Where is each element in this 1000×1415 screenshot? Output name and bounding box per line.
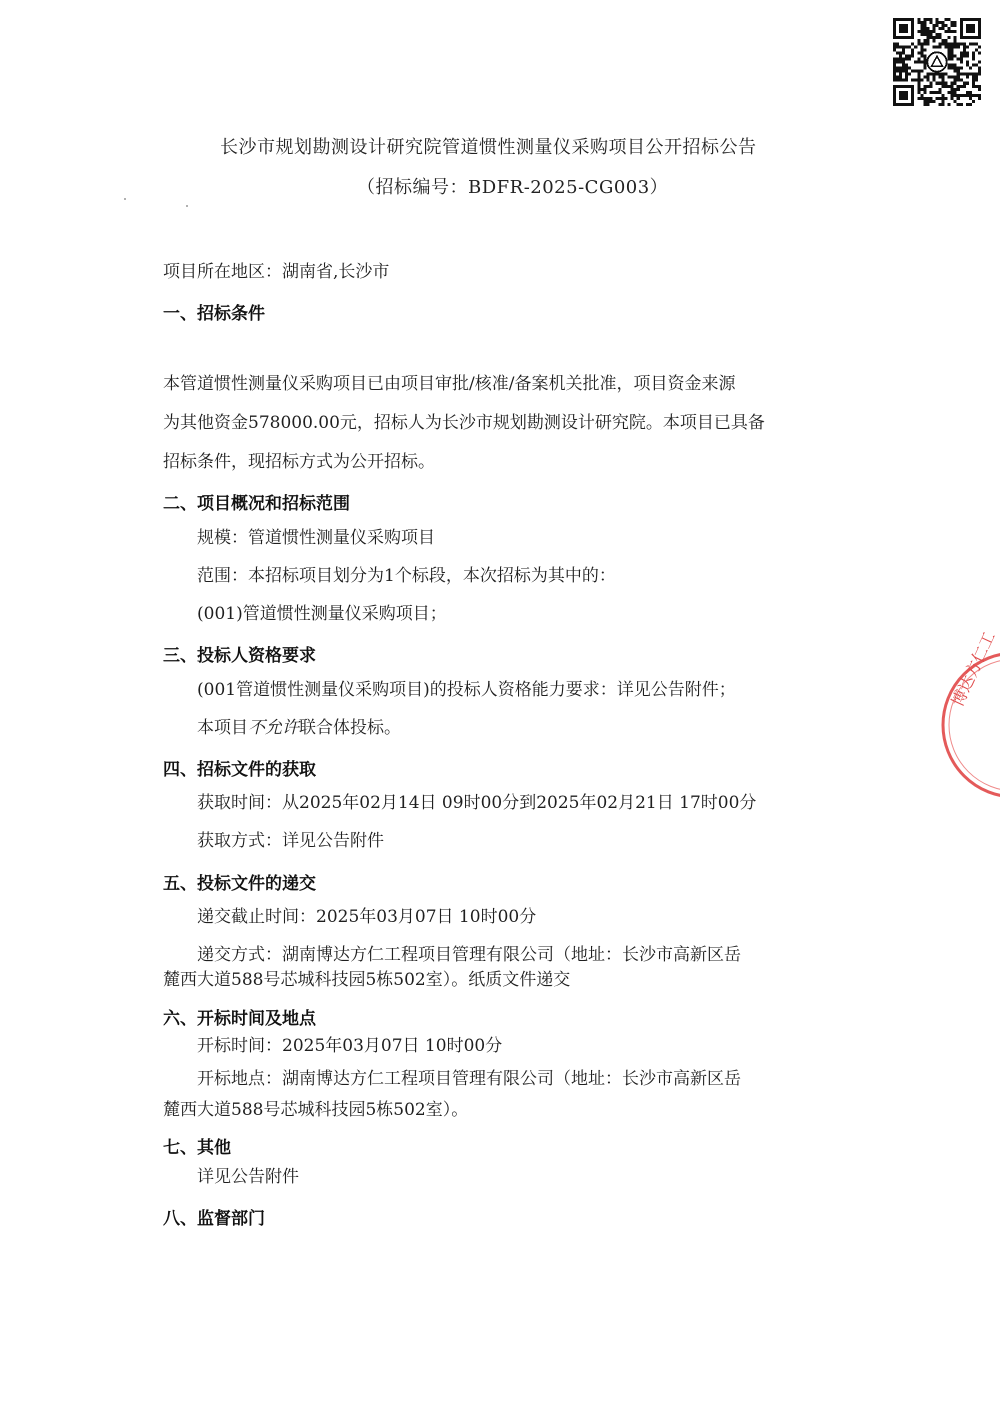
project-region: 项目所在地区：湖南省,长沙市 — [163, 262, 390, 282]
section-6-heading: 六、开标时间及地点 — [163, 1009, 316, 1029]
submission-method: 递交方式：湖南博达方仁工程项目管理有限公司（地址：长沙市高新区岳 — [197, 945, 741, 965]
section-8-heading: 八、监督部门 — [163, 1209, 265, 1229]
section-1-paragraph-line: 为其他资金578000.00元，招标人为长沙市规划勘测设计研究院。本项目已具备 — [163, 413, 765, 433]
opening-place: 开标地点：湖南博达方仁工程项目管理有限公司（地址：长沙市高新区岳 — [197, 1069, 741, 1089]
page-title: 长沙市规划勘测设计研究院管道惯性测量仪采购项目公开招标公告 — [220, 137, 757, 158]
scan-speck — [124, 198, 126, 200]
document-acquire-time: 获取时间：从2025年02月14日 09时00分到2025年02月21日 17时00分 — [197, 793, 757, 813]
section-1-paragraph-line: 本管道惯性测量仪采购项目已由项目审批/核准/备案机关批准，项目资金来源 — [163, 374, 736, 394]
section-1-heading: 一、招标条件 — [163, 304, 265, 324]
submission-deadline: 递交截止时间：2025年03月07日 10时00分 — [197, 907, 537, 927]
opening-time: 开标时间：2025年03月07日 10时00分 — [197, 1036, 503, 1056]
tender-code: （招标编号：BDFR-2025-CG003） — [357, 177, 669, 198]
section-7-heading: 七、其他 — [163, 1138, 231, 1158]
section-4-heading: 四、招标文件的获取 — [163, 760, 316, 780]
bidder-qualification: (001管道惯性测量仪采购项目)的投标人资格能力要求：详见公告附件； — [197, 680, 736, 700]
joint-bid-prefix: 本项目 — [197, 718, 248, 738]
scan-speck — [186, 205, 188, 207]
seal-text: 博达方仁工 — [947, 628, 999, 710]
qr-code-icon — [893, 18, 981, 106]
document-acquire-method: 获取方式：详见公告附件 — [197, 831, 384, 851]
joint-bid-policy — [197, 717, 401, 739]
project-lot: (001)管道惯性测量仪采购项目； — [197, 604, 447, 624]
opening-place-cont: 麓西大道588号芯城科技园5栋502室）。 — [163, 1100, 469, 1120]
project-scale: 规模：管道惯性测量仪采购项目 — [197, 528, 435, 548]
section-5-heading: 五、投标文件的递交 — [163, 874, 316, 894]
joint-bid-suffix: 联合体投标。 — [299, 718, 401, 738]
other-info: 详见公告附件 — [197, 1167, 299, 1187]
joint-bid-italic: 不允许 — [248, 718, 299, 738]
section-3-heading: 三、投标人资格要求 — [163, 646, 316, 666]
project-scope: 范围：本招标项目划分为1个标段，本次招标为其中的： — [197, 566, 616, 586]
section-1-paragraph-line: 招标条件，现招标方式为公开招标。 — [163, 452, 435, 472]
section-2-heading: 二、项目概况和招标范围 — [163, 494, 350, 514]
submission-method-cont: 麓西大道588号芯城科技园5栋502室）。纸质文件递交 — [163, 970, 571, 990]
